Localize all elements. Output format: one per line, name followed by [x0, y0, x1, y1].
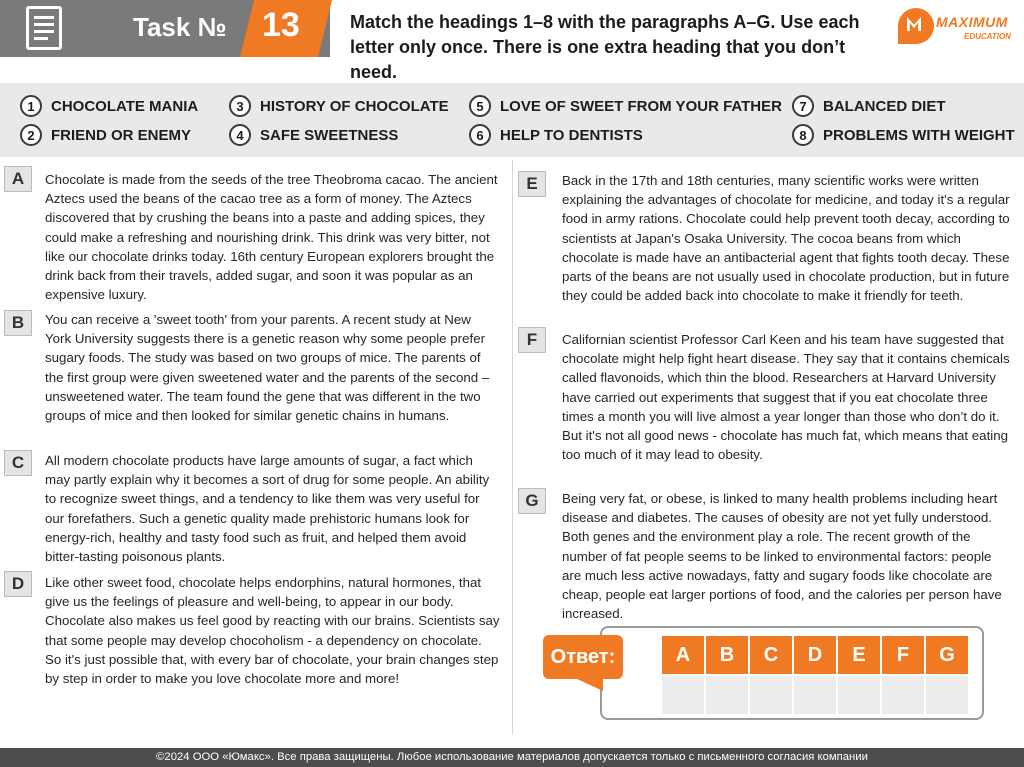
document-icon	[26, 6, 62, 50]
paragraph-letter-badge: A	[4, 166, 32, 192]
heading-item	[20, 124, 191, 146]
number-circle: 3	[229, 95, 251, 117]
paragraph-text: You can receive a 'sweet tooth' from your parents. A recent study at New York University suggests there is a genetic reason why some people prefer sugary foods. The study was based on two groups of mice. The parents of the first group were given sweetened water and the parents of the second – unsweetened water. The team found the gene that was different in the two groups of mice and then looked for similar genetic chains in humans.	[45, 312, 490, 424]
paragraph-letter-badge: E	[518, 171, 546, 197]
answer-cell[interactable]	[882, 676, 924, 714]
number-circle: 8	[792, 124, 814, 146]
heading-text: BALANCED DIET	[823, 97, 946, 115]
answer-cell[interactable]	[662, 676, 704, 714]
paragraph-text: Like other sweet food, chocolate helps endorphins, natural hormones, that give us the feelings of pleasure and well-being, to appear in our body. Chocolate also makes us feel good by reacting with our brains. Scientists say that some people may develop chocoholism - a dependency on chocolate. So it's just possible that, with every bar of chocolate, your brain changes step by step in order to make you love chocolate more and more!	[45, 575, 500, 687]
logo-subtitle: EDUCATION	[964, 32, 1011, 41]
heading-text: LOVE OF SWEET FROM YOUR FATHER	[500, 97, 782, 115]
answer-column-header: A	[662, 636, 704, 674]
answer-cell[interactable]	[838, 676, 880, 714]
number-circle: 4	[229, 124, 251, 146]
number-circle: 2	[20, 124, 42, 146]
heading-item	[792, 95, 946, 117]
paragraph-text: Chocolate is made from the seeds of the tree Theobroma cacao. The ancient Aztecs used the beans of the cacao tree as a form of money. The Aztecs discovered that by crushing the beans into a paste and adding spices, they could make a refreshing and nourishing drink. This drink was very bitter, not like our chocolate drinks today. 16th century European explorers brought the drink back from their travels, added sugar, and soon it was popular as an expensive luxury.	[45, 172, 498, 303]
answer-column-header: C	[750, 636, 792, 674]
heading-item	[20, 95, 198, 117]
paragraph-text: Californian scientist Professor Carl Keen and his team have suggested that chocolate might help fight heart disease. They say that it contains chemicals called flavonoids, which thin the blood. Researchers at Harvard University have carried out experiments that suggest that if you eat chocolate three times a month you will live almost a year longer than those who don’t do it. But it's not all good news - chocolate has much fat, which means that eating too much of it may lead to obesity.	[562, 332, 1010, 463]
answer-column-header: G	[926, 636, 968, 674]
heading-item	[469, 95, 782, 117]
task-instruction: Match the headings 1–8 with the paragraphs A–G. Use each letter only once. There is one extra heading that you don’t need.	[350, 12, 860, 82]
number-circle: 5	[469, 95, 491, 117]
heading-item	[229, 124, 398, 146]
answer-table	[662, 636, 968, 714]
heading-text: SAFE SWEETNESS	[260, 126, 399, 144]
paragraph-text: Being very fat, or obese, is linked to many health problems including heart disease and diabetes. The causes of obesity are not yet fully understood. Both genes and the environment play a role. The recent growth of the number of fat people seems to be linked to environmental factors: people are much less active nowadays, fatty and sugary foods like chocolate are cheap, people eat larger portions of food, and the calories per person have increased.	[562, 491, 1002, 622]
paragraph-letter-badge: C	[4, 450, 32, 476]
heading-text: CHOCOLATE MANIA	[51, 97, 199, 115]
task-label: Task №	[133, 12, 227, 42]
paragraph-text: All modern chocolate products have large amounts of sugar, a fact which may partly explain why it becomes a sort of drug for some people. An ability to recognize sweet things, and a tendency to like them was very useful for our forefathers. Such a genetic quality made prehistoric humans look for energy-rich, healthy and tasty food such as fruit, and helped them avoid bitter-tasting poisonous plants.	[45, 453, 490, 565]
logo-title: MAXIMUM	[936, 14, 1008, 30]
copyright-footer: ©2024 ООО «Юмакс». Все права защищены. Любое использование материалов допускается только с письменного согласия компании	[0, 748, 1024, 767]
paragraph-letter-badge: B	[4, 310, 32, 336]
heading-item	[469, 124, 643, 146]
paragraph-text: Back in the 17th and 18th centuries, many scientific works were written explaining the advantages of chocolate for medicine, and today it's a regular food in army rations. Chocolate could help prevent tooth decay, according to scientists at Japan's Osaka University. The cocoa beans from which chocolate is made have an antibacterial agent that fights tooth decay. These parts of the beans are not usually used in chocolate production, but in future they could be added back into chocolate to make it friendly for teeth.	[562, 173, 1010, 304]
answer-column-header: F	[882, 636, 924, 674]
answer-label: Ответ:	[543, 635, 623, 679]
heading-text: HELP TO DENTISTS	[500, 126, 643, 144]
heading-text: HISTORY OF CHOCOLATE	[260, 97, 449, 115]
column-divider	[512, 160, 513, 735]
answer-cell[interactable]	[794, 676, 836, 714]
task-number: 13	[262, 6, 300, 44]
heading-text: FRIEND OR ENEMY	[51, 126, 192, 144]
paragraph-letter-badge: G	[518, 488, 546, 514]
answer-column-header: B	[706, 636, 748, 674]
number-circle: 7	[792, 95, 814, 117]
answer-column-header: E	[838, 636, 880, 674]
logo-mark-icon	[898, 8, 934, 44]
heading-text: PROBLEMS WITH WEIGHT	[823, 126, 1015, 144]
answer-cell[interactable]	[926, 676, 968, 714]
number-circle: 1	[20, 95, 42, 117]
paragraph-letter-badge: F	[518, 327, 546, 353]
heading-item	[229, 95, 449, 117]
heading-item	[792, 124, 1015, 146]
answer-column-header: D	[794, 636, 836, 674]
paragraph-letter-badge: D	[4, 571, 32, 597]
headings-panel	[0, 83, 1024, 157]
answer-cell[interactable]	[750, 676, 792, 714]
number-circle: 6	[469, 124, 491, 146]
maximum-logo	[898, 6, 1016, 50]
answer-cell[interactable]	[706, 676, 748, 714]
